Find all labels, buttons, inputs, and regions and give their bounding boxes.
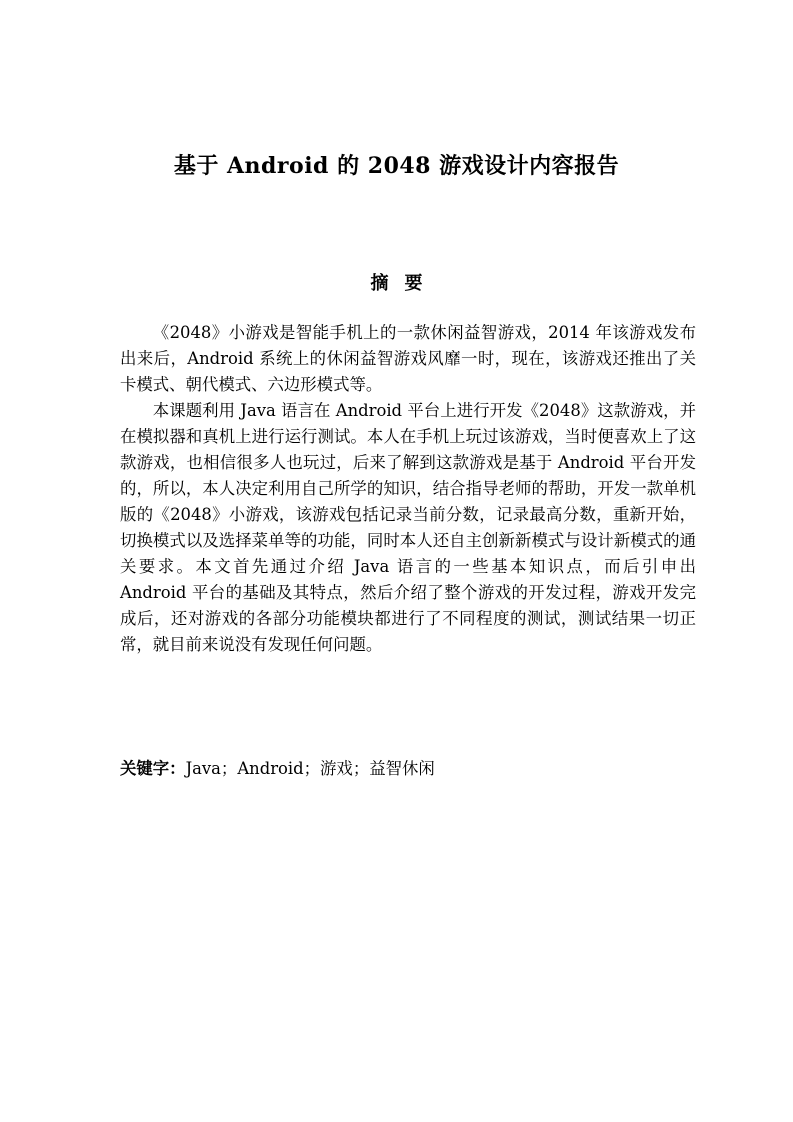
document-title: 基于 Android 的 2048 游戏设计内容报告 [173,153,620,179]
abstract-paragraph-2: 本课题利用 Java 语言在 Android 平台上进行开发《2048》这款游戏，并在模拟器和真机上进行运行测试。本人在手机上玩过该游戏，当时便喜欢上了这款游戏，也相信很多人也玩过，后来了解到这款游戏是基于 Android 平台开发的，所以，本人决定利用自己所学的知识，结合指导老师的帮助，开发一款单机版的《2048》小游戏，该游戏包括记录当前分数，记录最高分数，重新开始，切换模式以及选择菜单等的功能，同时本人还自主创新新模式与设计新模式的通关要求。本文首先通过介绍 Java 语言的一些基本知识点，而后引申出 Android 平台的基础及其特点，然后介绍了整个游戏的开发过程，游戏开发完成后，还对游戏的各部分功能模块都进行了不同程度的测试，测试结果一切正常，就目前来说没有发现任何问题。 [120,401,696,654]
abstract-heading: 摘要 [370,273,439,294]
abstract-body [120,320,696,658]
keywords-label: 关键字： [120,759,186,778]
keywords-line [120,756,696,782]
keywords-value: Java；Android；游戏；益智休闲 [185,759,435,778]
abstract-paragraph-1: 《2048》小游戏是智能手机上的一款休闲益智游戏，2014 年该游戏发布出来后，Android 系统上的休闲益智游戏风靡一时，现在，该游戏还推出了关卡模式、朝代模式、六边形模式等。 [120,323,696,394]
